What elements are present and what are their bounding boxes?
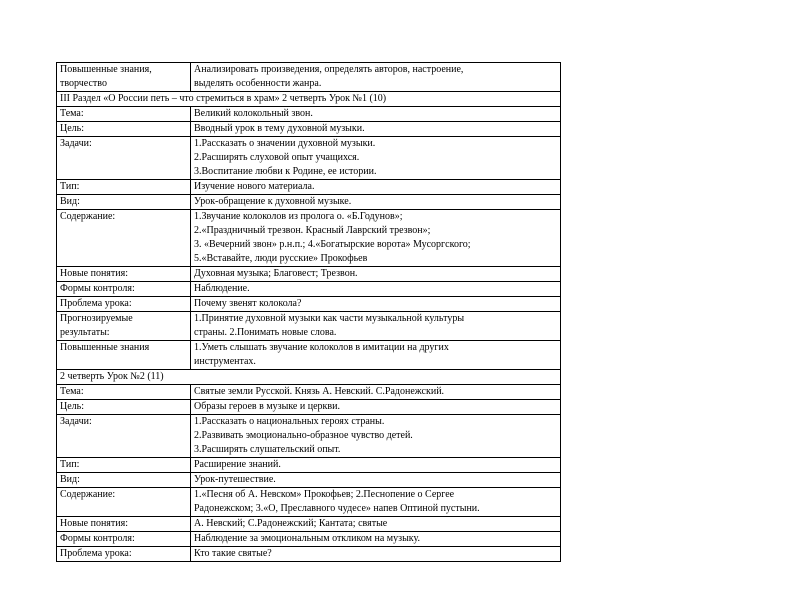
row-label-cell (57, 267, 191, 282)
table-row (57, 473, 561, 488)
row-value-cell (191, 312, 561, 341)
row-value-cell (191, 180, 561, 195)
row-label-line: Тема: (60, 386, 84, 397)
row-value-line: 2.Расширять слуховой опыт учащихся. (194, 152, 360, 163)
row-value-cell (191, 385, 561, 400)
table-row (57, 532, 561, 547)
row-value-cell (191, 63, 561, 92)
row-value-cell (191, 341, 561, 370)
section-header-text: III Раздел «О России петь – что стремиться в храм» 2 четверть Урок №1 (10) (60, 93, 387, 104)
row-value-line: 1.Звучание колоколов из пролога о. «Б.Годунов»; (194, 211, 403, 222)
row-label-line: Содержание: (60, 211, 116, 222)
row-label-line: Вид: (60, 474, 80, 485)
row-value-line: Почему звенят колокола? (194, 298, 302, 309)
row-label-cell (57, 137, 191, 180)
row-label-line: Задачи: (60, 416, 92, 427)
row-label-line: Тема: (60, 108, 84, 119)
table-row (57, 297, 561, 312)
row-value-line: Урок-путешествие. (194, 474, 276, 485)
row-label-cell (57, 532, 191, 547)
row-value-cell (191, 210, 561, 267)
row-value-line: Вводный урок в тему духовной музыки. (194, 123, 365, 134)
row-value-cell (191, 195, 561, 210)
row-value-line: выделять особенности жанра. (194, 78, 322, 89)
row-value-line: страны. 2.Понимать новые слова. (194, 327, 337, 338)
row-value-line: 5.«Вставайте, люди русские» Прокофьев (194, 253, 368, 264)
row-label-line: Новые понятия: (60, 518, 129, 529)
row-value-line: Изучение нового материала. (194, 181, 315, 192)
row-label-line: Задачи: (60, 138, 92, 149)
row-label-line: Повышенные знания (60, 342, 150, 353)
table-row (57, 210, 561, 267)
row-value-line: Образы героев в музыке и церкви. (194, 401, 340, 412)
table-row (57, 517, 561, 532)
row-value-line: 3.Воспитание любви к Родине, ее истории. (194, 166, 377, 177)
table-row (57, 107, 561, 122)
row-value-line: Наблюдение. (194, 283, 250, 294)
row-label-cell (57, 385, 191, 400)
table-row (57, 400, 561, 415)
row-label-cell (57, 282, 191, 297)
row-label-cell (57, 297, 191, 312)
row-value-line: 1.Принятие духовной музыки как части музыкальной культуры (194, 313, 465, 324)
row-label-line: Вид: (60, 196, 80, 207)
row-value-cell (191, 122, 561, 137)
row-label-cell (57, 517, 191, 532)
row-value-cell (191, 282, 561, 297)
row-label-line: Цель: (60, 123, 84, 134)
row-value-line: Радонежском; 3.«О, Преславного чудесе» напев Оптиной пустыни. (194, 503, 480, 514)
row-value-cell (191, 532, 561, 547)
section-header-row (57, 370, 561, 385)
row-value-cell (191, 107, 561, 122)
row-value-cell (191, 267, 561, 282)
row-value-line: А. Невский; С.Радонежский; Кантата; святые (194, 518, 388, 529)
row-value-line: 1.Рассказать о национальных героях страны. (194, 416, 385, 427)
section-header-cell (57, 92, 561, 107)
row-value-cell (191, 400, 561, 415)
table-row (57, 458, 561, 473)
row-label-cell (57, 341, 191, 370)
row-value-line: Святые земли Русской. Князь А. Невский. С.Радонежский. (194, 386, 445, 397)
row-value-line: Анализировать произведения, определять авторов, настроение, (194, 64, 464, 75)
row-label-line: Проблема урока: (60, 548, 132, 559)
table-row (57, 547, 561, 562)
row-value-line: Кто такие святые? (194, 548, 272, 559)
table-row (57, 122, 561, 137)
table-row (57, 312, 561, 341)
row-label-cell (57, 195, 191, 210)
row-value-cell (191, 137, 561, 180)
row-label-cell (57, 415, 191, 458)
row-label-line: Тип: (60, 181, 80, 192)
row-label-line: Цель: (60, 401, 84, 412)
table-row (57, 137, 561, 180)
row-label-cell (57, 63, 191, 92)
row-label-line: Прогнозируемые (60, 313, 133, 324)
row-value-line: 2.«Праздничный трезвон. Красный Лаврский трезвон»; (194, 225, 431, 236)
row-value-cell (191, 458, 561, 473)
lesson-plan-table (56, 62, 561, 562)
table-row (57, 180, 561, 195)
row-label-cell (57, 458, 191, 473)
row-value-line: 2.Развивать эмоционально-образное чувство детей. (194, 430, 413, 441)
row-value-line: Наблюдение за эмоциональным откликом на музыку. (194, 533, 421, 544)
row-label-line: Содержание: (60, 489, 116, 500)
row-label-cell (57, 547, 191, 562)
row-label-line: Формы контроля: (60, 283, 135, 294)
table-row (57, 282, 561, 297)
row-label-cell (57, 473, 191, 488)
row-value-cell (191, 473, 561, 488)
row-value-line: 3. «Вечерний звон» р.н.п.; 4.«Богатырские ворота» Мусоргского; (194, 239, 471, 250)
row-value-line: 3.Расширять слушательский опыт. (194, 444, 341, 455)
row-value-line: Расширение знаний. (194, 459, 281, 470)
row-label-cell (57, 107, 191, 122)
row-value-cell (191, 517, 561, 532)
row-label-line: результаты: (60, 327, 110, 338)
row-value-line: Духовная музыка; Благовест; Трезвон. (194, 268, 358, 279)
row-label-cell (57, 312, 191, 341)
table-row (57, 415, 561, 458)
lesson-plan-body (57, 63, 561, 562)
table-row (57, 341, 561, 370)
table-row (57, 385, 561, 400)
row-value-line: Урок-обращение к духовной музыке. (194, 196, 352, 207)
row-label-cell (57, 210, 191, 267)
table-row (57, 195, 561, 210)
row-label-cell (57, 488, 191, 517)
row-label-line: Проблема урока: (60, 298, 132, 309)
row-value-line: инструментах. (194, 356, 256, 367)
row-label-line: Новые понятия: (60, 268, 129, 279)
row-value-line: Великий колокольный звон. (194, 108, 313, 119)
table-row (57, 63, 561, 92)
section-header-text: 2 четверть Урок №2 (11) (60, 371, 164, 382)
row-label-cell (57, 122, 191, 137)
row-value-line: 1.Рассказать о значении духовной музыки. (194, 138, 376, 149)
row-value-line: 1.«Песня об А. Невском» Прокофьев; 2.Песнопение о Сергее (194, 489, 455, 500)
row-value-cell (191, 297, 561, 312)
row-value-cell (191, 415, 561, 458)
row-label-line: Тип: (60, 459, 80, 470)
table-row (57, 488, 561, 517)
row-value-line: 1.Уметь слышать звучание колоколов в имитации на других (194, 342, 449, 353)
row-value-cell (191, 488, 561, 517)
row-label-line: Формы контроля: (60, 533, 135, 544)
row-label-line: Повышенные знания, (60, 64, 152, 75)
table-row (57, 267, 561, 282)
row-label-line: творчество (60, 78, 107, 89)
row-label-cell (57, 180, 191, 195)
section-header-row (57, 92, 561, 107)
row-value-cell (191, 547, 561, 562)
row-label-cell (57, 400, 191, 415)
section-header-cell (57, 370, 561, 385)
